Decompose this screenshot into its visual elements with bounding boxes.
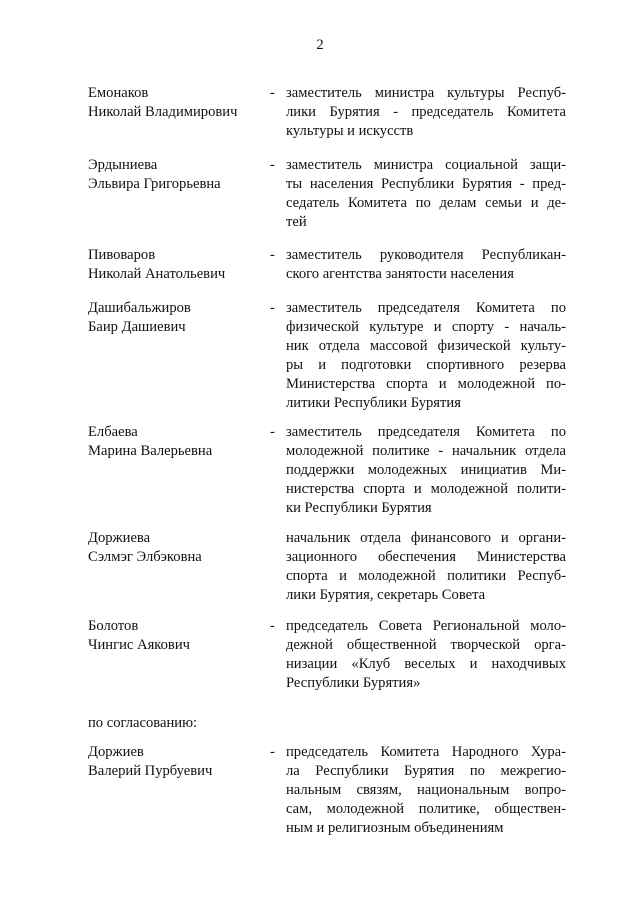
dash-separator: - <box>270 744 275 760</box>
member-position <box>286 156 566 232</box>
position-line: поддержки молодежных инициатив Ми- <box>286 462 566 478</box>
position-line: тей <box>286 214 307 230</box>
page-number: 2 <box>316 37 324 53</box>
member-surname: Эрдыниева <box>88 157 158 173</box>
position-line: низации «Клуб веселых и находчивых <box>286 656 566 672</box>
member-given-names: Валерий Пурбуевич <box>88 763 213 779</box>
position-line: ным и религиозным объединениям <box>286 820 504 836</box>
dash-separator: - <box>270 247 275 263</box>
position-line: ры и подготовки спортивного резерва <box>286 357 566 373</box>
position-line: нальным связям, национальным вопро- <box>286 782 566 798</box>
member-surname: Болотов <box>88 618 139 634</box>
member-given-names: Николай Анатольевич <box>88 266 226 282</box>
position-line: физической культуре и спорту - началь- <box>286 319 566 335</box>
member-name <box>88 743 268 781</box>
member-position <box>286 529 566 605</box>
position-line: ского агентства занятости населения <box>286 266 514 282</box>
position-line: заместитель руководителя Республикан- <box>286 247 566 263</box>
member-given-names: Сэлмэг Элбэковна <box>88 549 202 565</box>
member-given-names: Баир Дашиевич <box>88 319 186 335</box>
position-line: нистерства спорта и молодежной полити- <box>286 481 566 497</box>
member-name <box>88 529 268 567</box>
position-line: литики Республики Бурятия <box>286 395 461 411</box>
position-line: спорта и молодежной политики Респуб- <box>286 568 566 584</box>
member-given-names: Чингис Аякович <box>88 637 190 653</box>
position-line: начальник отдела финансового и органи- <box>286 530 566 546</box>
position-line: культуры и искусств <box>286 123 414 139</box>
position-line: молодежной политике - начальник отдела <box>286 443 566 459</box>
position-line: председатель Совета Региональной моло- <box>286 618 566 634</box>
position-line: зационного обеспечения Министерства <box>286 549 566 565</box>
member-surname: Дашибальжиров <box>88 300 191 316</box>
member-given-names: Эльвира Григорьевна <box>88 176 221 192</box>
dash-separator: - <box>270 85 275 101</box>
member-name <box>88 156 268 194</box>
member-name <box>88 299 268 337</box>
position-line: Республики Бурятия» <box>286 675 421 691</box>
position-line: лики Бурятия - председатель Комитета <box>286 104 566 120</box>
position-line: заместитель министра социальной защи- <box>286 157 566 173</box>
position-line: заместитель министра культуры Респуб- <box>286 85 566 101</box>
position-line: Министерства спорта и молодежной по- <box>286 376 566 392</box>
member-surname: Елбаева <box>88 424 138 440</box>
member-position <box>286 617 566 693</box>
position-line: сам, молодежной политике, обществен- <box>286 801 566 817</box>
dash-separator: - <box>270 157 275 173</box>
member-surname: Емонаков <box>88 85 149 101</box>
member-name <box>88 84 268 122</box>
member-given-names: Марина Валерьевна <box>88 443 213 459</box>
agreement-section-label: по согласованию: <box>88 715 198 731</box>
member-name <box>88 423 268 461</box>
member-position <box>286 743 566 838</box>
member-name <box>88 246 268 284</box>
position-line: председатель Комитета Народного Хура- <box>286 744 566 760</box>
position-line: лики Бурятия, секретарь Совета <box>286 587 486 603</box>
position-line: ник отдела массовой физической культу- <box>286 338 566 354</box>
member-surname: Доржиев <box>88 744 144 760</box>
member-surname: Доржиева <box>88 530 151 546</box>
member-position <box>286 423 566 518</box>
position-line: ты населения Республики Бурятия - пред- <box>286 176 566 192</box>
dash-separator: - <box>270 424 275 440</box>
position-line: заместитель председателя Комитета по <box>286 424 566 440</box>
position-line: дежной общественной творческой орга- <box>286 637 566 653</box>
position-line: заместитель председателя Комитета по <box>286 300 566 316</box>
position-line: седатель Комитета по делам семьи и де- <box>286 195 566 211</box>
member-position <box>286 84 566 141</box>
dash-separator: - <box>270 618 275 634</box>
member-surname: Пивоваров <box>88 247 156 263</box>
dash-separator: - <box>270 300 275 316</box>
member-position <box>286 299 566 413</box>
member-given-names: Николай Владимирович <box>88 104 238 120</box>
member-name <box>88 617 268 655</box>
position-line: ки Республики Бурятия <box>286 500 432 516</box>
position-line: ла Республики Бурятия по межрегио- <box>286 763 566 779</box>
member-position <box>286 246 566 284</box>
